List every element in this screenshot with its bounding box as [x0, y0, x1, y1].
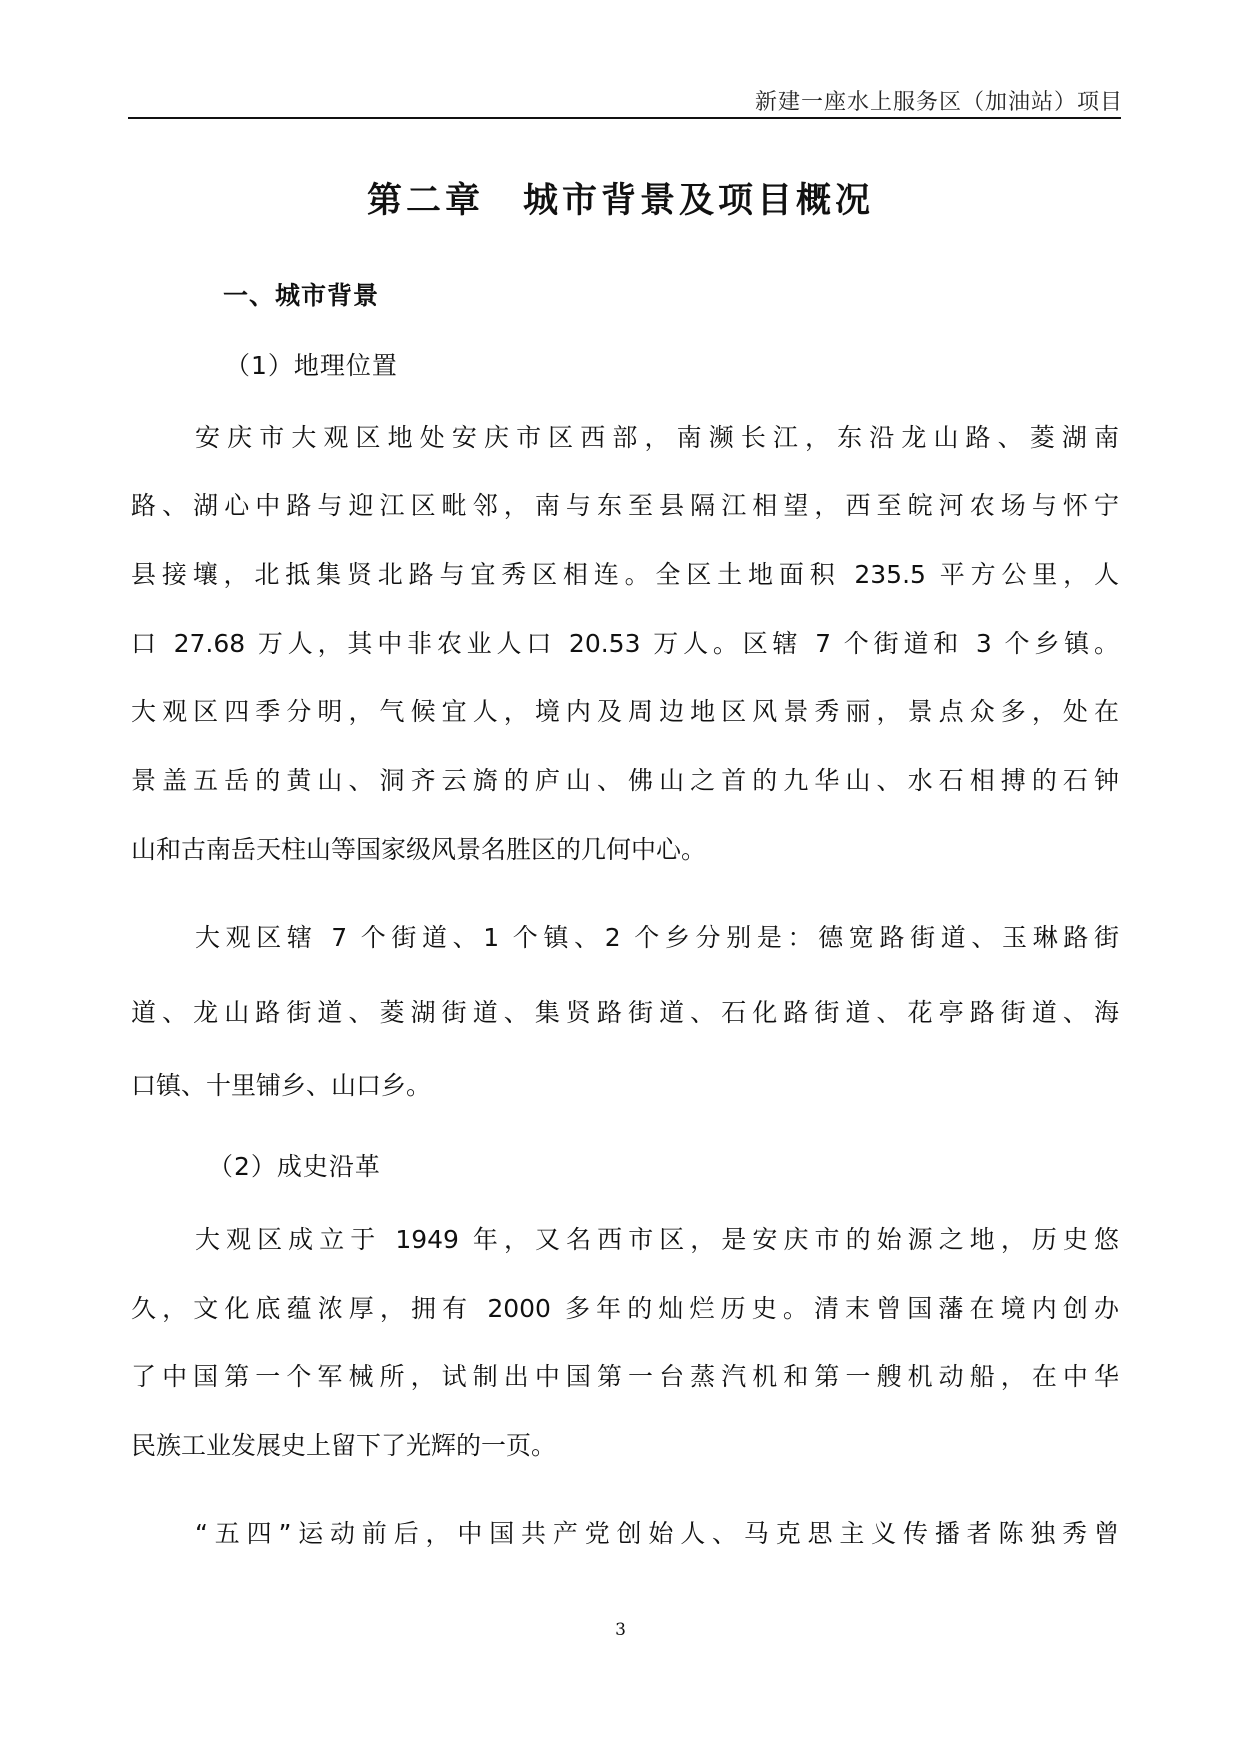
subsection-heading-history: （2）成史沿革 [208, 1152, 381, 1181]
paragraph-line: 路、湖心中路与迎江区毗邻，南与东至县隔江相望，西至皖河农场与怀宁 [131, 491, 1119, 520]
paragraph-line: 道、龙山路街道、菱湖街道、集贤路街道、石化路街道、花亭路街道、海 [131, 998, 1119, 1027]
paragraph-line: 大观区辖 7 个街道、1 个镇、2 个乡分别是：德宽路街道、玉琳路街 [195, 923, 1119, 952]
paragraph-line: 县接壤，北抵集贤北路与宜秀区相连。全区土地面积 235.5 平方公里，人 [131, 560, 1119, 589]
paragraph-line: 景盖五岳的黄山、洞齐云旖的庐山、佛山之首的九华山、水石相搏的石钟 [131, 766, 1119, 795]
paragraph-line: 大观区四季分明，气候宜人，境内及周边地区风景秀丽，景点众多，处在 [131, 697, 1119, 726]
paragraph-line: 口镇、十里铺乡、山口乡。 [131, 1071, 432, 1100]
paragraph-line: 大观区成立于 1949 年，又名西市区，是安庆市的始源之地，历史悠 [195, 1225, 1119, 1254]
subsection-heading-location: （1）地理位置 [225, 351, 398, 380]
page-number: 3 [615, 1620, 626, 1640]
running-header: 新建一座水上服务区（加油站）项目 [754, 90, 1123, 115]
paragraph-line: 久，文化底蕴浓厚，拥有 2000 多年的灿烂历史。清末曾国藩在境内创办 [131, 1294, 1119, 1323]
paragraph-line: 山和古南岳天柱山等国家级风景名胜区的几何中心。 [131, 835, 707, 864]
paragraph-line: 口 27.68 万人，其中非农业人口 20.53 万人。区辖 7 个街道和 3 个乡镇。 [131, 629, 1119, 658]
header-divider [128, 117, 1121, 119]
chapter-title: 第二章 城市背景及项目概况 [366, 181, 874, 221]
paragraph-line: 了中国第一个军械所，试制出中国第一台蒸汽机和第一艘机动船，在中华 [131, 1362, 1119, 1391]
paragraph-line: “五四”运动前后，中国共产党创始人、马克思主义传播者陈独秀曾 [195, 1519, 1119, 1548]
paragraph-line: 安庆市大观区地处安庆市区西部，南濒长江，东沿龙山路、菱湖南 [195, 423, 1119, 452]
section-heading: 一、城市背景 [223, 281, 380, 310]
paragraph-line: 民族工业发展史上留下了光辉的一页。 [131, 1431, 557, 1460]
